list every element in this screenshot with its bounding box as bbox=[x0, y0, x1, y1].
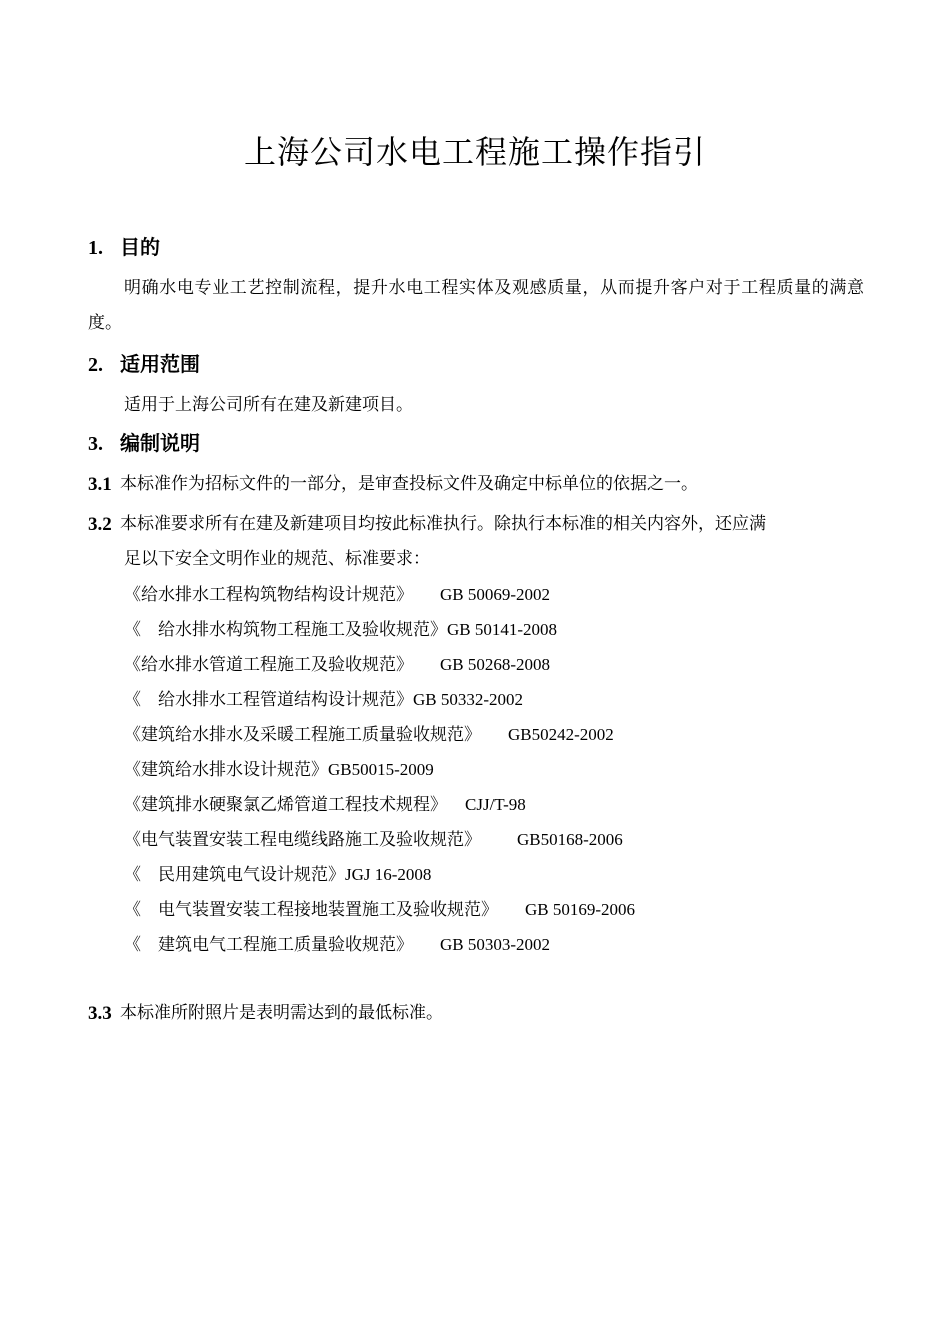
reference-item bbox=[124, 612, 557, 648]
reference-code: GB 50069-2002 bbox=[440, 585, 551, 604]
reference-code: GB 50141-2008 bbox=[447, 620, 558, 639]
item-3-1-number: 3.1 bbox=[88, 474, 112, 495]
reference-name: 《 给水排水工程管道结构设计规范》 bbox=[124, 690, 413, 710]
reference-code: GB50168-2006 bbox=[517, 830, 623, 849]
reference-item bbox=[124, 682, 523, 718]
reference-code: GB 50303-2002 bbox=[440, 935, 551, 954]
reference-item bbox=[124, 822, 623, 858]
item-3-3-text: 本标准所附照片是表明需达到的最低标准。 bbox=[120, 1003, 443, 1023]
reference-code: JGJ 16-2008 bbox=[345, 865, 432, 884]
reference-item bbox=[124, 717, 614, 753]
item-3-2-text-line2: 足以下安全文明作业的规范、标准要求： bbox=[124, 549, 430, 569]
reference-code: CJJ/T-98 bbox=[465, 795, 526, 814]
reference-name: 《电气装置安装工程电缆线路施工及验收规范》 bbox=[124, 830, 481, 850]
reference-name: 《 给水排水构筑物工程施工及验收规范》 bbox=[124, 620, 447, 640]
section-title: 适用范围 bbox=[120, 352, 200, 376]
section-title: 目的 bbox=[120, 235, 160, 259]
reference-code: GB 50268-2008 bbox=[440, 655, 551, 674]
reference-name: 《 电气装置安装工程接地装置施工及验收规范》 bbox=[124, 900, 498, 920]
section-1-body: 明确水电专业工艺控制流程，提升水电工程实体及观感质量，从而提升客户对于工程质量的满意度。 bbox=[88, 278, 864, 333]
reference-item bbox=[124, 577, 550, 613]
reference-code: GB50242-2002 bbox=[508, 725, 614, 744]
item-3-3-number: 3.3 bbox=[88, 1003, 112, 1024]
item-3-2-number: 3.2 bbox=[88, 514, 112, 535]
reference-item bbox=[124, 892, 635, 928]
reference-code: GB 50332-2002 bbox=[413, 690, 524, 709]
reference-item bbox=[124, 787, 526, 823]
section-2-body: 适用于上海公司所有在建及新建项目。 bbox=[124, 395, 413, 415]
reference-name: 《 民用建筑电气设计规范》 bbox=[124, 865, 345, 885]
reference-item bbox=[124, 647, 550, 683]
section-2-heading bbox=[88, 349, 200, 380]
reference-name: 《建筑给水排水设计规范》 bbox=[124, 760, 328, 780]
item-3-1-text: 本标准作为招标文件的一部分，是审查投标文件及确定中标单位的依据之一。 bbox=[120, 474, 698, 494]
reference-name: 《给水排水工程构筑物结构设计规范》 bbox=[124, 585, 413, 605]
section-title: 编制说明 bbox=[120, 431, 200, 455]
reference-item bbox=[124, 857, 431, 893]
reference-name: 《建筑排水硬聚氯乙烯管道工程技术规程》 bbox=[124, 795, 447, 815]
section-number: 2. bbox=[88, 354, 103, 376]
section-3-heading bbox=[88, 428, 200, 459]
section-1-heading bbox=[88, 232, 160, 263]
section-number: 3. bbox=[88, 433, 103, 455]
reference-name: 《 建筑电气工程施工质量验收规范》 bbox=[124, 935, 413, 955]
reference-item bbox=[124, 752, 434, 788]
document-title: 上海公司水电工程施工操作指引 bbox=[243, 133, 706, 171]
reference-name: 《建筑给水排水及采暖工程施工质量验收规范》 bbox=[124, 725, 481, 745]
item-3-2-text-line1: 本标准要求所有在建及新建项目均按此标准执行。除执行本标准的相关内容外，还应满 bbox=[120, 514, 766, 534]
reference-name: 《给水排水管道工程施工及验收规范》 bbox=[124, 655, 413, 675]
section-number: 1. bbox=[88, 237, 103, 259]
reference-item bbox=[124, 927, 550, 963]
reference-code: GB50015-2009 bbox=[328, 760, 434, 779]
reference-code: GB 50169-2006 bbox=[525, 900, 636, 919]
